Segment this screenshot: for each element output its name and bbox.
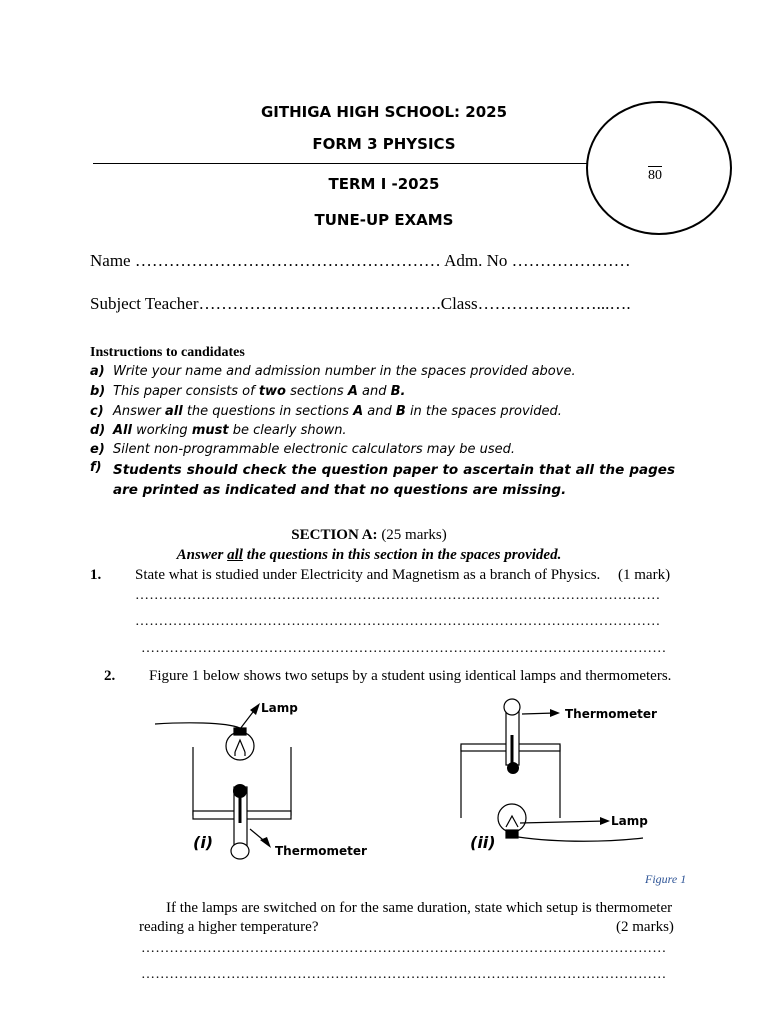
instruction-a: Write your name and admission number in the spaces provided above. xyxy=(113,364,576,379)
instruction-label: c) xyxy=(90,404,104,419)
score-total: 80 xyxy=(648,168,662,183)
term-title: TERM I -2025 xyxy=(328,175,440,193)
setup-i-label: (i) xyxy=(193,833,214,852)
section-a-title: SECTION A: (25 marks) xyxy=(291,527,447,543)
setup-ii-lamp-label: Lamp xyxy=(611,814,648,828)
q1-marks: (1 mark) xyxy=(618,567,671,583)
instruction-label: e) xyxy=(90,442,105,457)
subject-title: FORM 3 PHYSICS xyxy=(312,135,456,153)
setup-i-lamp-label: Lamp xyxy=(261,701,298,715)
setup-i xyxy=(155,703,291,859)
exam-title: TUNE-UP EXAMS xyxy=(314,211,454,229)
setup-i-thermometer-label: Thermometer xyxy=(275,844,367,858)
q2-question-line1: If the lamps are switched on for the same duration, state which setup is thermometer xyxy=(166,900,673,916)
q2-answer-line[interactable]: ………………………………………………………………………………………………… xyxy=(141,941,667,956)
instruction-c: Answer all the questions in sections A and B in the spaces provided. xyxy=(113,404,562,419)
instruction-label: f) xyxy=(90,460,102,475)
instructions-title: Instructions to candidates xyxy=(90,345,245,360)
name-adm-field[interactable]: Name ……………………………………………… Adm. No ………………… xyxy=(90,251,631,270)
instruction-label: d) xyxy=(90,423,106,438)
figure-1 xyxy=(140,690,700,870)
school-title: GITHIGA HIGH SCHOOL: 2025 xyxy=(260,103,508,121)
instruction-e: Silent non-programmable electronic calculators may be used. xyxy=(113,442,515,457)
q2-marks: (2 marks) xyxy=(616,919,674,935)
instruction-d: All working must be clearly shown. xyxy=(113,423,347,438)
instruction-label: b) xyxy=(90,384,106,399)
q1-answer-line[interactable]: ………………………………………………………………………………………………… xyxy=(141,641,667,656)
q2-number: 2. xyxy=(104,668,116,684)
instruction-b: This paper consists of two sections A and B. xyxy=(113,384,406,399)
figure-caption: Figure 1 xyxy=(645,872,687,886)
q2-answer-line[interactable]: ………………………………………………………………………………………………… xyxy=(141,967,667,982)
setup-ii-label: (ii) xyxy=(470,833,496,852)
header-divider xyxy=(93,163,588,164)
q1-text: State what is studied under Electricity and Magnetism as a branch of Physics. xyxy=(135,567,601,583)
setup-ii-thermometer-label: Thermometer xyxy=(565,707,657,721)
q2-question-line2: reading a higher temperature? xyxy=(139,919,319,935)
q1-answer-line[interactable]: ………………………………………………………………………………………………… xyxy=(135,614,661,629)
q1-number: 1. xyxy=(90,567,102,583)
q2-text: Figure 1 below shows two setups by a student using identical lamps and thermometers. xyxy=(149,668,672,684)
instruction-f: Students should check the question paper to ascertain that all the pages are printed as indicated and that no questions are missing. xyxy=(113,462,675,498)
teacher-class-field[interactable]: Subject Teacher…………………………………….Class…………………...…. xyxy=(90,294,631,313)
section-a-instruction: Answer all the questions in this section in the spaces provided. xyxy=(176,547,562,563)
instruction-label: a) xyxy=(90,364,105,379)
q1-answer-line[interactable]: ………………………………………………………………………………………………… xyxy=(135,588,661,603)
